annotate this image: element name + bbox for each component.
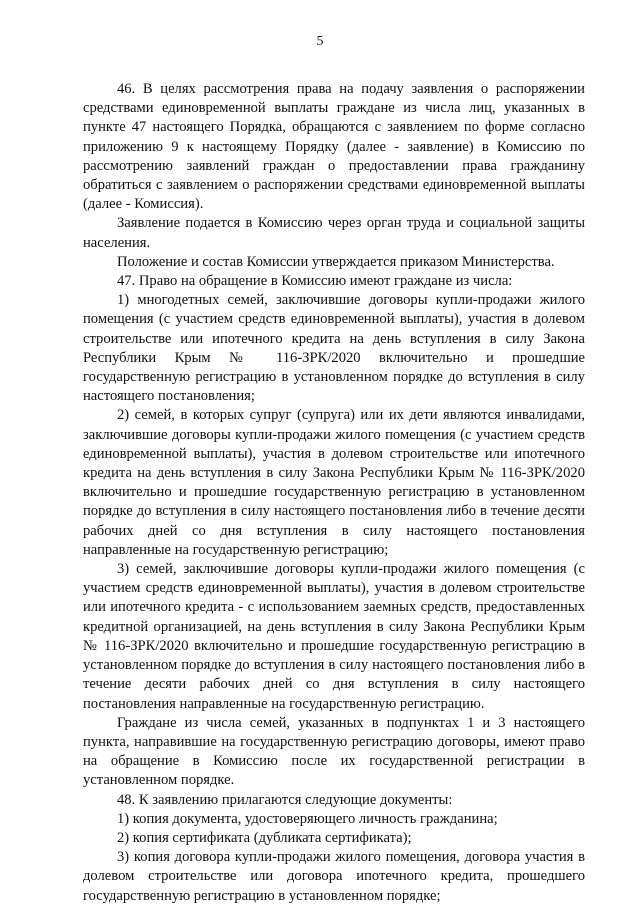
- paragraph-commission-composition: Положение и состав Комиссии утверждается приказом Министерства.: [117, 253, 555, 270]
- paragraph-48: 48. К заявлению прилагаются следующие документы:: [117, 791, 453, 808]
- list-item-47-1: 1) многодетных семей, заключившие договоры купли-продажи жилого помещения (с участием средств единовременной выплаты), участия в долевом строительстве или ипотечного кредита на день вступления в силу Закона Республики Крым № 116-ЗРК/2020 включительно и прошедшие государственную регистрацию в установленном порядке до вступления в силу настоящего постановления;: [83, 292, 585, 405]
- list-item-48-2: 2) копия сертификата (дубликата сертификата);: [117, 829, 412, 846]
- paragraph-registration-note: Граждане из числа семей, указанных в подпунктах 1 и 3 настоящего пункта, направившие на государственную регистрацию договоры, имеют право на обращение в Комиссию после их государственной регистрации в установленном порядке.: [83, 714, 585, 789]
- document-body: [83, 80, 585, 906]
- list-item-47-2: 2) семей, в которых супруг (супруга) или их дети являются инвалидами, заключившие договоры купли-продажи жилого помещения (с участием средств единовременной выплаты), участия в долевом строительстве или ипотечного кредита на день вступления в силу Закона Республики Крым № 116-ЗРК/2020 включительно и прошедшие государственную регистрацию в установленном порядке до вступления в силу настоящего постановления либо в течение десяти рабочих дней со дня вступления в силу настоящего постановления направленные на государственную регистрацию;: [83, 407, 585, 558]
- paragraph-application-submission: Заявление подается в Комиссию через орган труда и социальной защиты населения.: [83, 215, 585, 251]
- list-item-48-3: 3) копия договора купли-продажи жилого помещения, договора участия в долевом строительстве или договора ипотечного кредита, прошедшего государственную регистрацию в установленном порядке;: [83, 849, 585, 904]
- paragraph-47: 47. Право на обращение в Комиссию имеют граждане из числа:: [117, 273, 513, 290]
- list-item-47-3: 3) семей, заключившие договоры купли-продажи жилого помещения (с участием средств единовременной выплаты), участия в долевом строительстве или ипотечного кредита - с использованием заемных средств, предоставленных кредитной организацией, на день вступления в силу Закона Республики Крым № 116-ЗРК/2020 включительно и прошедшие государственную регистрацию в установленном порядке до вступления в силу настоящего постановления либо в течение десяти рабочих дней со дня вступления в силу настоящего постановления направленные на государственную регистрацию.: [83, 561, 585, 712]
- page-number: 5: [316, 34, 324, 49]
- paragraph-46: 46. В целях рассмотрения права на подачу заявления о распоряжении средствами единовременной выплаты граждане из числа лиц, указанных в пункте 47 настоящего Порядка, обращаются с заявлением по форме согласно приложению 9 к настоящему Порядку (далее - заявление) в Комиссию по рассмотрению заявлений граждан о предоставлении права гражданину обратиться с заявлением о распоряжении средствами единовременной выплаты (далее - Комиссия).: [83, 81, 585, 213]
- list-item-48-1: 1) копия документа, удостоверяющего личность гражданина;: [117, 810, 498, 827]
